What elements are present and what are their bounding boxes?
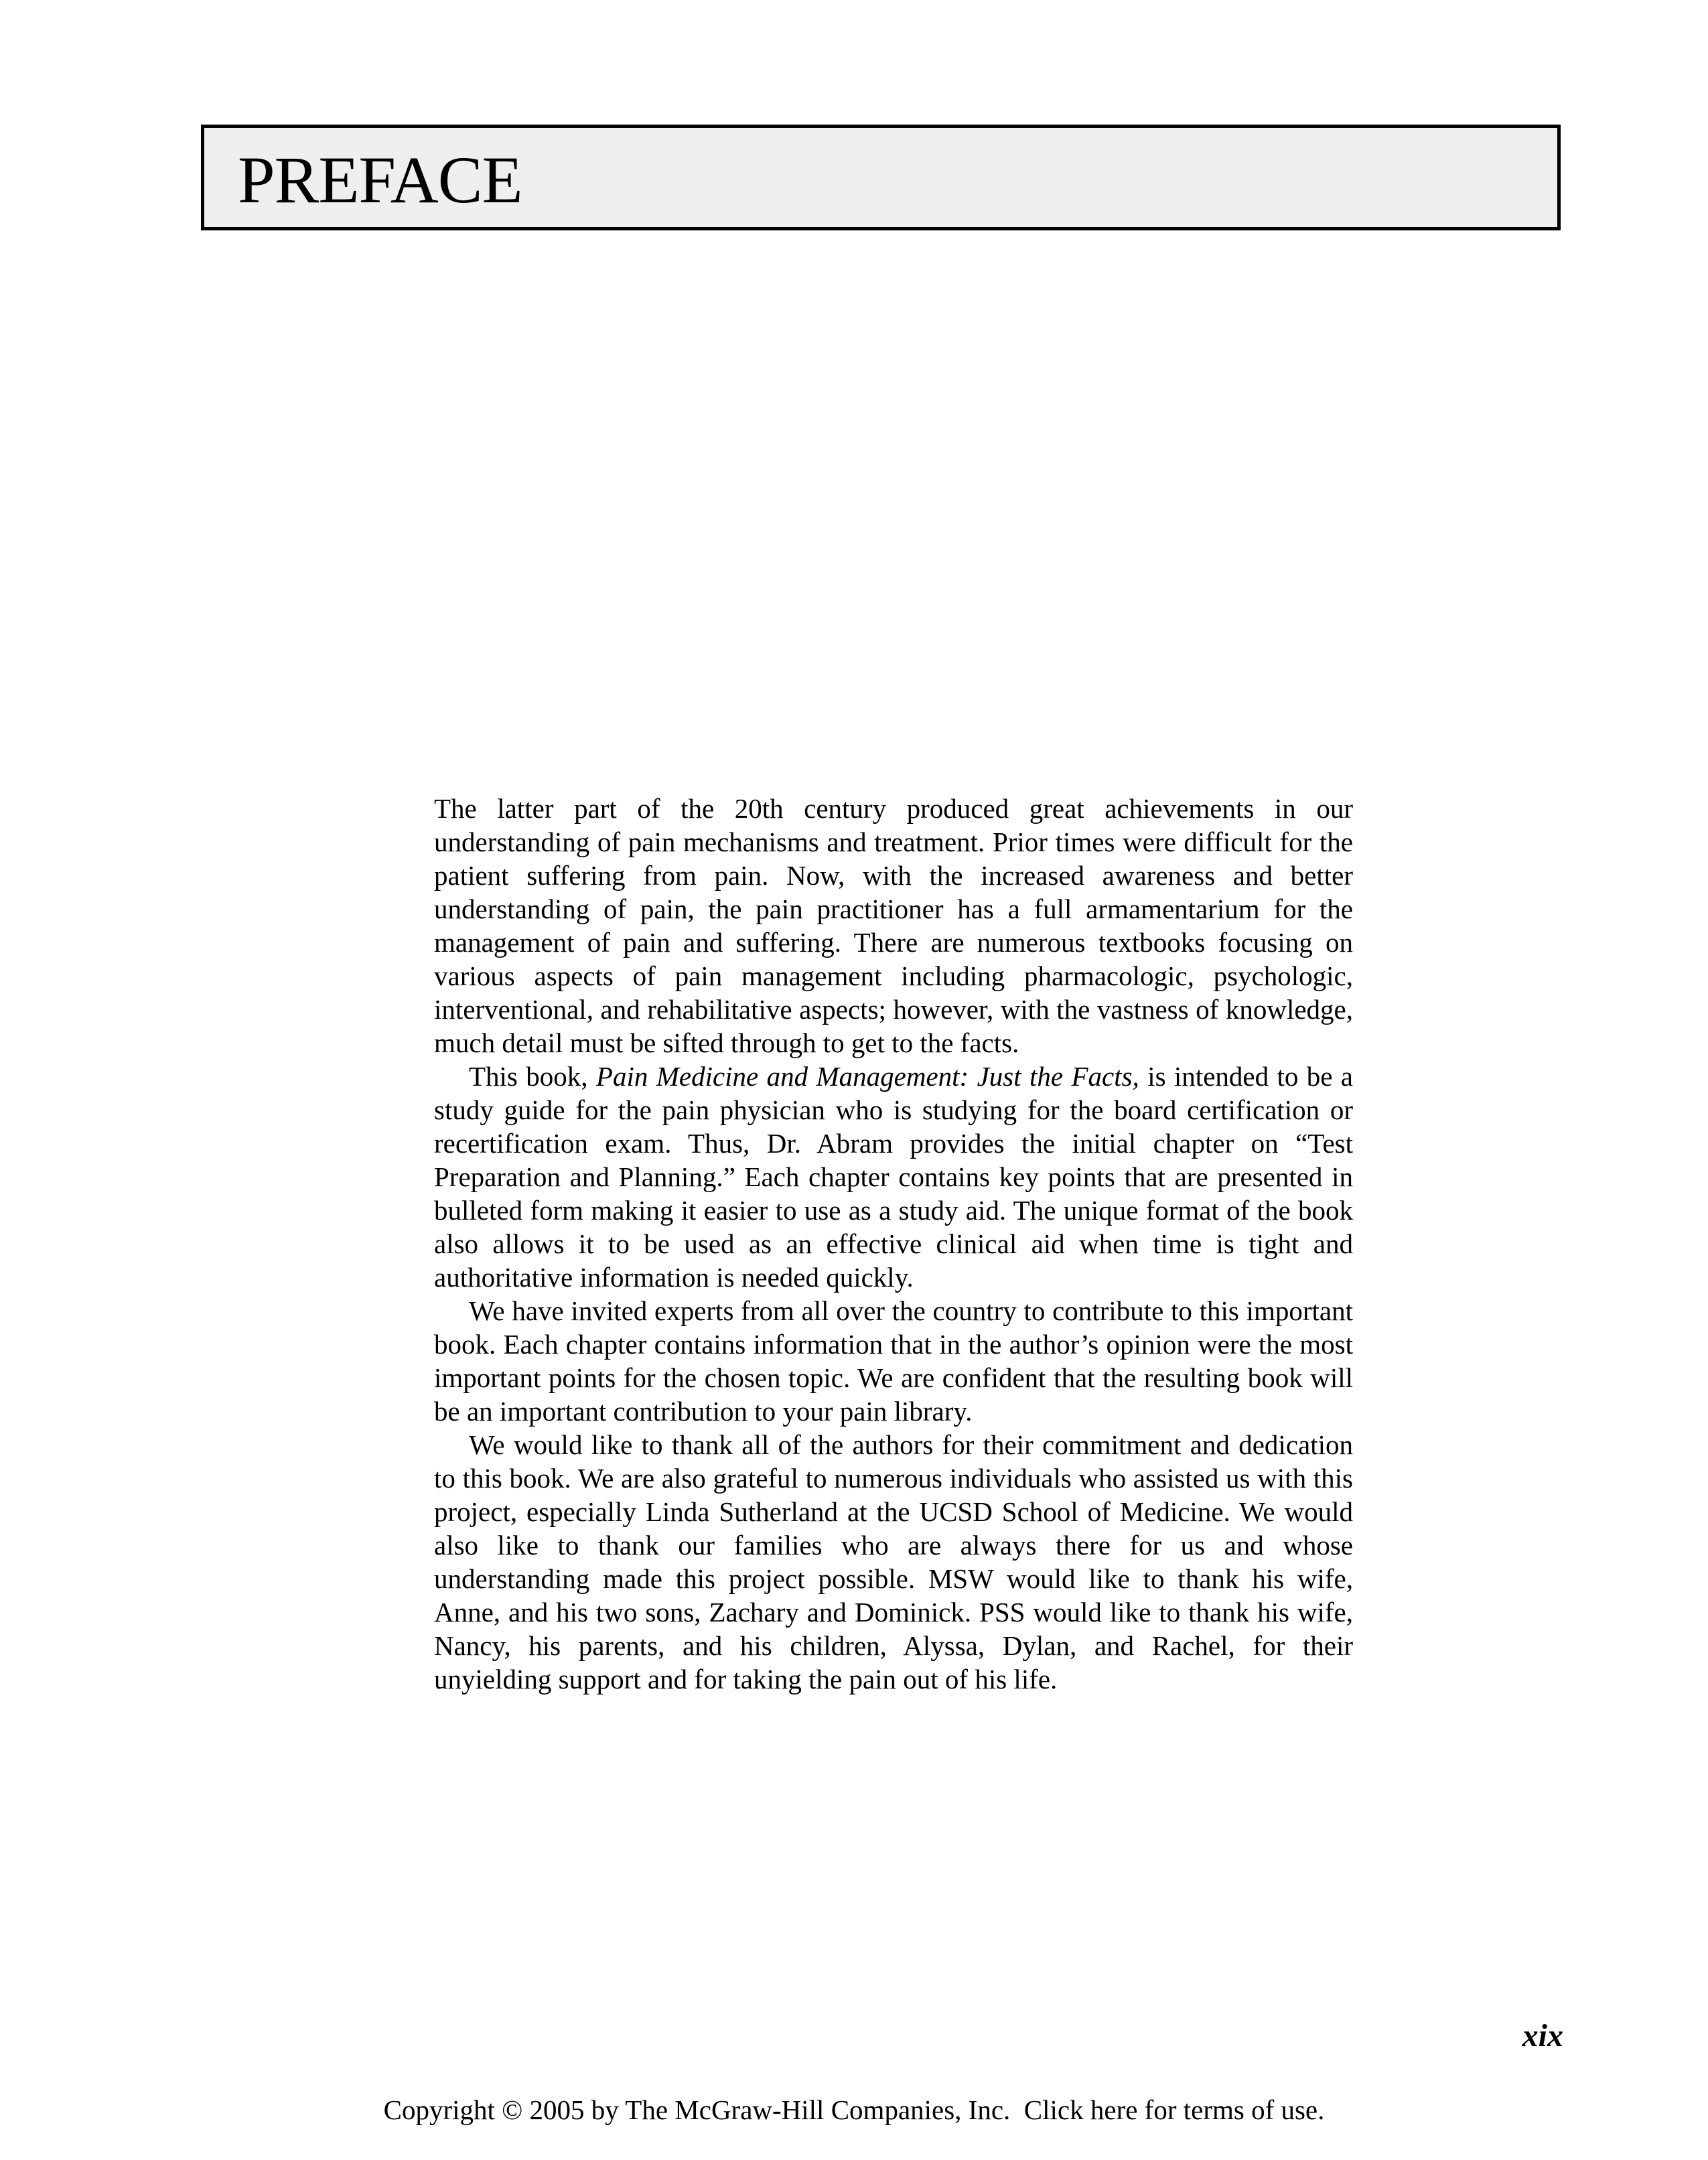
page-title: PREFACE [238,143,522,217]
paragraph-3: We have invited experts from all over the country to contribute to this important book. Each chapter contains information that in the author’s opinion were the most important points for the chosen topic. We are confident that the resulting book will be an important contribution to your pain library. [434,1295,1353,1427]
preface-body [434,792,1353,1696]
paragraph-1: The latter part of the 20th century produced great achievements in our understanding of pain mechanisms and treatment. Prior times were difficult for the patient suffering from pain. Now, with the increased awareness and better understanding of pain, the pain practitioner has a full armamentarium for the management of pain and suffering. There are numerous textbooks focusing on various aspects of pain management including pharmacologic, psychologic, interventional, and rehabilitative aspects; however, with the vastness of knowledge, much detail must be sifted through to get to the facts. [434,793,1353,1058]
title-box [201,125,1561,230]
page-number: xix [1522,2018,1563,2054]
book-title: Pain Medicine and Management: Just the Facts, [595,1061,1139,1092]
paragraph-2-rest: is intended to be a study guide for the pain physician who is studying for the board certification or recertification exam. Thus, Dr. Abram provides the initial chapter on “Test Preparation and Planning.” Each chapter contains key points that are presented in bulleted form making it easier to use as a study aid. The unique format of the book also allows it to be used as an effective clinical aid when time is tight and authoritative information is needed quickly. [434,1061,1354,1293]
paragraph-2 [434,1060,1353,1294]
paragraph-4: We would like to thank all of the authors for their commitment and dedication to this book. We are also grateful to numerous individuals who assisted us with this project, especially Linda Sutherland at the UCSD School of Medicine. We would also like to thank our families who are always there for us and whose understanding made this project possible. MSW would like to thank his wife, Anne, and his two sons, Zachary and Dominick. PSS would like to thank his wife, Nancy, his parents, and his children, Alyssa, Dylan, and Rachel, for their unyielding support and for taking the pain out of his life. [434,1429,1353,1695]
paragraph-2-lead: This book, [469,1061,596,1092]
copyright-text: Copyright © 2005 by The McGraw-Hill Companies, Inc. [383,2094,1024,2125]
terms-of-use-link[interactable]: Click here for terms of use. [1023,2094,1325,2125]
copyright-footer [0,2093,1708,2127]
